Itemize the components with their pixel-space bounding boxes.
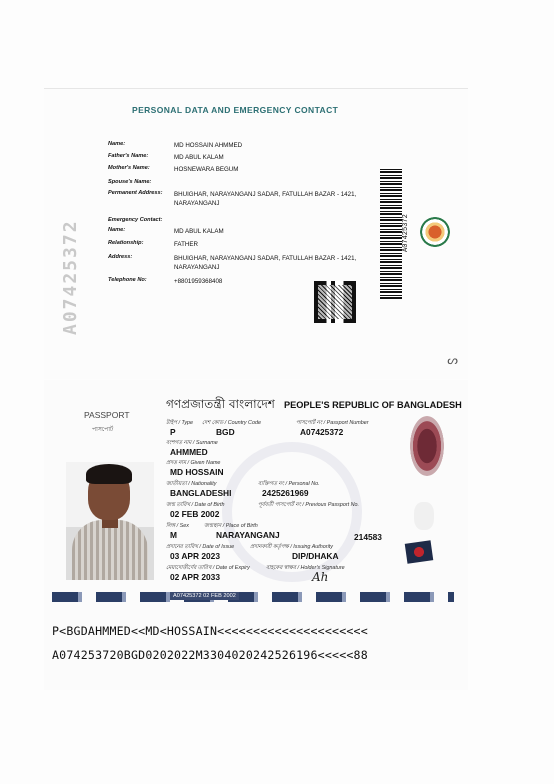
mrz-line-2: A074253720BGD0202022M3304020242526196<<<<<88 (52, 648, 368, 662)
country-name-en: PEOPLE'S REPUBLIC OF BANGLADESH (284, 400, 462, 410)
holder-signature: Ah (312, 570, 329, 584)
ghost-image (410, 416, 444, 476)
field-value: HOSNEWARA BEGUM (174, 166, 239, 173)
barcode-number: A07425372 (402, 214, 410, 252)
passport-number-value: A07425372 (300, 427, 344, 437)
field-label: Telephone No: (108, 277, 147, 283)
field-label: Relationship: (108, 240, 144, 246)
nationality-value: BANGLADESHI (170, 488, 232, 498)
field-value: MD ABUL KALAM (174, 228, 224, 235)
country-name-bn: গণপ্রজাতন্ত্রী বাংলাদেশ (166, 397, 275, 411)
sex-value: M (170, 530, 177, 540)
field-value: FATHER (174, 241, 198, 248)
country-code-value: BGD (216, 427, 235, 437)
passport-number-label: পাসপোর্ট নং / Passport Number (296, 420, 369, 426)
sex-label: লিঙ্গ / Sex (166, 523, 189, 529)
issuing-authority-value: DIP/DHAKA (292, 551, 339, 561)
ghost-image-small (414, 502, 434, 530)
field-label: Father's Name: (108, 153, 149, 159)
expiry-value: 02 APR 2033 (170, 572, 220, 582)
holder-photo (66, 462, 154, 580)
issuing-authority-label: প্রদানকারী কর্তৃপক্ষ / Issuing Authority (250, 544, 333, 550)
personal-number-label: ব্যক্তিগত নং / Personal No. (258, 481, 320, 487)
government-seal-icon (420, 217, 450, 247)
field-label: Permanent Address: (108, 190, 163, 196)
place-of-birth-value: NARAYANGANJ (216, 530, 280, 540)
flag-icon (405, 540, 434, 563)
mrz-line-1: P<BGDAHMMED<<MD<HOSSAIN<<<<<<<<<<<<<<<<<<<<< (52, 624, 368, 638)
page-title: PERSONAL DATA AND EMERGENCY CONTACT (132, 105, 339, 115)
dob-label: জন্ম তারিখ / Date of Birth (166, 502, 225, 508)
barcode (380, 167, 402, 299)
given-name-label: প্রদত্ত নাম / Given Name (166, 460, 221, 466)
issue-date-label: প্রদানের তারিখ / Date of Issue (166, 544, 235, 550)
type-label: টাইপ / Type (166, 420, 194, 426)
field-label: Name: (108, 227, 126, 233)
qr-code (314, 281, 356, 323)
field-label: Address: (108, 254, 133, 260)
field-value: BHUIGHAR, NARAYANGANJ SADAR, FATULLAH BAZAR - 1421, NARAYANGANJ (174, 255, 357, 271)
perforated-passport-number: A07425372 (60, 219, 81, 335)
previous-passport-label: পূর্ববর্তী পাসপোর্ট নং / Previous Passport No. (258, 502, 360, 508)
passport-label: PASSPORT (84, 410, 130, 420)
hologram-strip (52, 592, 454, 602)
watermark-seal (222, 442, 362, 582)
holder-signature-label: বাহকের স্বাক্ষর / Holder's Signature (266, 565, 345, 571)
field-label: Name: (108, 141, 126, 147)
passport-label-bn: পাসপোর্ট (92, 427, 114, 433)
type-value: P (170, 427, 176, 437)
field-value: MD ABUL KALAM (174, 154, 224, 161)
field-value: MD HOSSAIN AHMMED (174, 142, 243, 149)
field-label: Spouse's Name: (108, 179, 152, 185)
emergency-heading: Emergency Contact: (108, 217, 163, 223)
field-value: +8801959368408 (174, 278, 223, 285)
place-code-value: 214583 (354, 532, 382, 542)
surname-value: AHMMED (170, 447, 208, 457)
personal-number-value: 2425261969 (262, 488, 309, 498)
surname-label: বংশগত নাম / Surname (166, 440, 218, 446)
page-corner-mark: ᔕ (447, 353, 458, 367)
given-name-value: MD HOSSAIN (170, 467, 224, 477)
field-value: BHUIGHAR, NARAYANGANJ SADAR, FATULLAH BAZAR - 1421, NARAYANGANJ (174, 191, 357, 207)
personal-data-page (44, 88, 468, 379)
field-label: Mother's Name: (108, 165, 150, 171)
place-of-birth-label: জন্মস্থান / Place of Birth (204, 523, 258, 529)
nationality-label: জাতীয়তা / Nationality (166, 481, 217, 487)
hologram-text: A07425372 02 FEB 2002 (170, 592, 239, 600)
dob-value: 02 FEB 2002 (170, 509, 220, 519)
passport-data-page (44, 380, 468, 690)
expiry-label: মেয়াদোত্তীর্ণের তারিখ / Date of Expiry (166, 565, 250, 571)
issue-date-value: 03 APR 2023 (170, 551, 220, 561)
country-code-label: দেশ কোড / Country Code (202, 420, 261, 426)
